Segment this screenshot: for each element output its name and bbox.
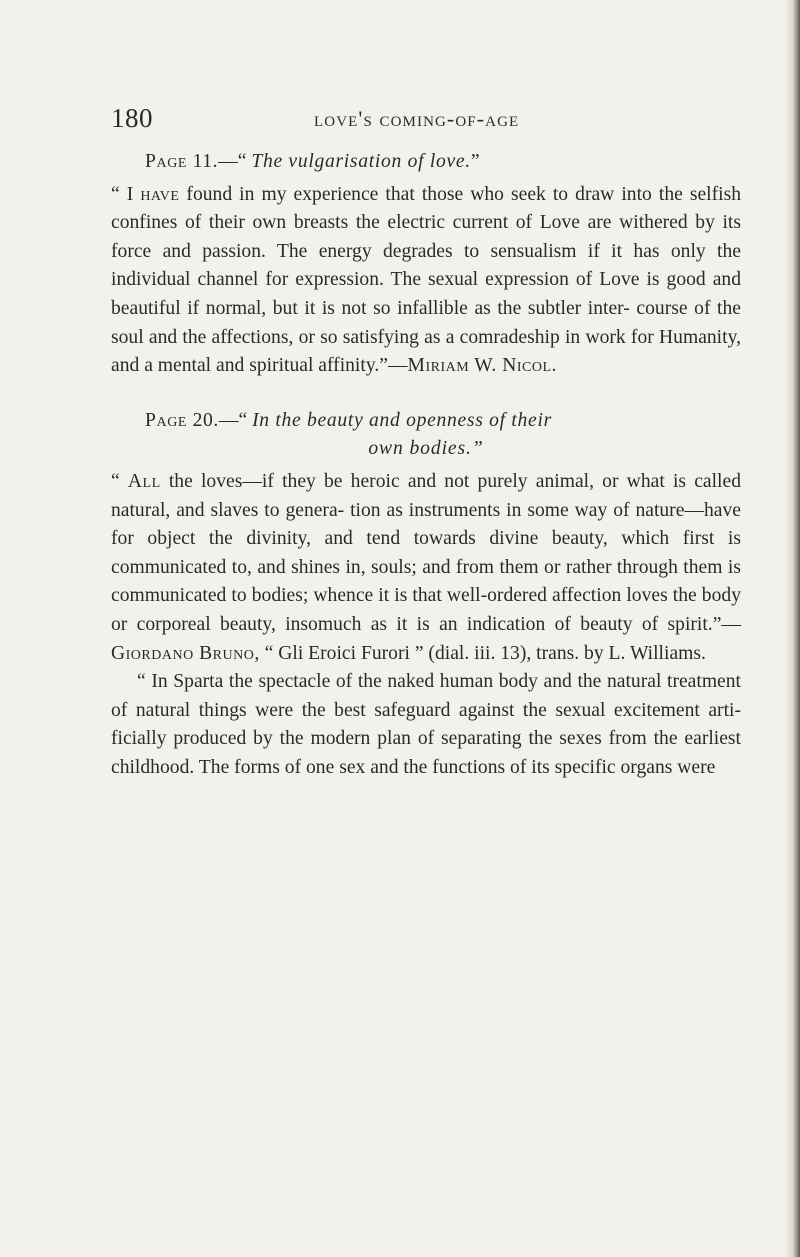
running-title: love's coming-of-age: [314, 106, 520, 131]
quote-open: “: [111, 470, 128, 492]
quote-paragraph-nicol: [111, 181, 741, 381]
quote-attribution: Miriam W. Nicol.: [407, 355, 557, 377]
quote-source: “ Gli Eroici Furori ” (dial. iii. 13), trans. by L. Williams.: [259, 642, 706, 664]
page-edge-shadow: [784, 0, 800, 1257]
entry-phrase: The vulgarisation of love.: [251, 151, 471, 172]
quote-paragraph-bruno: [111, 468, 741, 668]
entry-heading-page-20: Page 20.—“ In the beauty and openness of their: [145, 409, 552, 431]
quote-paragraph-sparta: “ In Sparta the spectacle of the naked human body and the natural treatment of natural things were the best safeguard against the sexual excitement arti- ficially produced by the modern plan of separating the sexes from the earliest childhood. The forms of one sex and the functions of its specific organs were: [111, 671, 741, 778]
entry-page-label: Page 11.: [145, 151, 219, 172]
quote-author: Giordano Bruno,: [111, 642, 260, 664]
quote-text: found in my experience that those who seek to draw into the selfish confines of their own breasts the electric current of Love are withered by its force and passion. The energy degrades to sensualism if it has only the individual channel for expression. The sexual expression of Love is good and beautiful if normal, but it is not so infallible as the subtler inter- course of the soul and the affections, or so satisfying as a comradeship in work for Humanity, and a mental and spiritual affinity.”—: [111, 183, 742, 377]
entry-phrase: In the beauty and openness of their: [252, 409, 552, 431]
entry-page-label: Page 20.: [145, 409, 219, 431]
quote-open: “ I: [111, 183, 141, 205]
page-header: [0, 103, 800, 143]
entry-heading-page-11: Page 11.—“ The vulgarisation of love.”: [145, 151, 480, 172]
quote-text: the loves—if they be heroic and not purely animal, or what is called natural, and slaves to genera- tion as instruments in some way of nature—have for object the divinity, and tend towards divine beauty, which first is communicated to, and shines in, souls; and from them or rather through them is communicated to bodies; whence it is that well-ordered affection loves the body or corporeal beauty, insomuch as it is an indication of beauty of spirit.”—: [111, 470, 741, 635]
quote-first-word: All: [127, 470, 161, 492]
entry-phrase-continued: own bodies.”: [368, 438, 484, 460]
page-number: 180: [111, 103, 153, 133]
quote-first-word: have: [140, 183, 180, 205]
body-text: [111, 148, 741, 782]
